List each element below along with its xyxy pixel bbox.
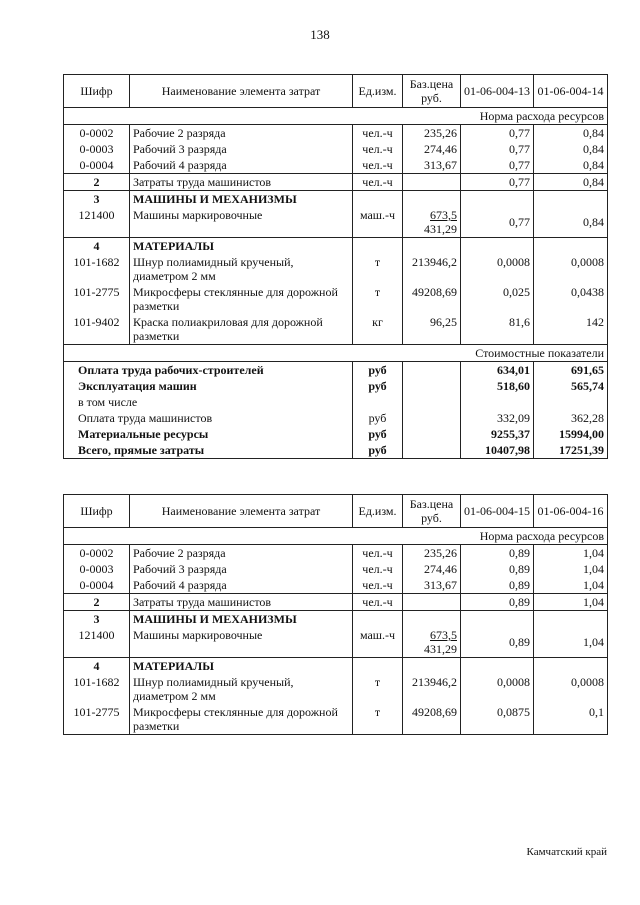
table-row [64,174,608,191]
row-value-1: 0,0008 [461,254,534,284]
row-price [403,594,461,611]
table-header-row [64,75,608,108]
row-price [403,174,461,191]
row-price: 213946,2 [403,674,461,704]
table-row [64,561,608,577]
cost-row [64,410,608,426]
row-value-1: 0,77 [461,141,534,157]
cost-unit: руб [353,362,403,379]
cost-value-2: 691,65 [534,362,608,379]
row-code: 0-0004 [64,157,130,174]
row-price: 274,46 [403,141,461,157]
table-row [64,594,608,611]
row-value-2: 0,0008 [534,254,608,284]
table-row [64,704,608,735]
row-value-1: 0,89 [461,577,534,594]
section-title: МАТЕРИАЛЫ [130,658,353,675]
header-name: Наименование элемента затрат [130,75,353,108]
price-secondary: 431,29 [424,222,457,236]
header-code: Шифр [64,495,130,528]
cost-row [64,362,608,379]
cost-unit: руб [353,410,403,426]
row-value-2: 1,04 [534,577,608,594]
row-name: Рабочий 4 разряда [130,577,353,594]
header-col2: 01-06-004-16 [534,495,608,528]
header-price: Баз.цена руб. [403,75,461,108]
section-title: МАШИНЫ И МЕХАНИЗМЫ [130,611,353,628]
table-row [64,284,608,314]
section-code: 3 [64,611,130,628]
row-name: Рабочий 3 разряда [130,141,353,157]
section-row [64,191,608,208]
cost-value-2: 565,74 [534,378,608,394]
cost-value-1: 10407,98 [461,442,534,459]
table-row [64,674,608,704]
header-unit: Ед.изм. [353,495,403,528]
table-row [64,125,608,142]
row-value-2: 0,0438 [534,284,608,314]
row-code: 0-0003 [64,141,130,157]
header-code: Шифр [64,75,130,108]
row-name: Рабочий 4 разряда [130,157,353,174]
table-row [64,545,608,562]
cost-label: Стоимостные показатели [64,345,608,362]
row-name: Машины маркировочные [130,207,353,238]
row-price: 313,67 [403,157,461,174]
row-price: 274,46 [403,561,461,577]
row-price: 213946,2 [403,254,461,284]
table-row [64,157,608,174]
row-code: 121400 [64,627,130,658]
row-code: 0-0002 [64,125,130,142]
cost-name: Оплата труда машинистов [64,410,353,426]
row-name: Рабочий 3 разряда [130,561,353,577]
footer-region: Камчатский край [526,846,607,858]
row-value-1: 0,89 [461,545,534,562]
row-unit: чел.-ч [353,545,403,562]
price-secondary: 431,29 [424,642,457,656]
row-value-1: 0,0008 [461,674,534,704]
row-code: 121400 [64,207,130,238]
row-value-2: 142 [534,314,608,345]
cost-name: Эксплуатация машин [64,378,353,394]
cost-row [64,426,608,442]
table-row [64,314,608,345]
resource-table-1 [63,74,608,459]
header-col1: 01-06-004-13 [461,75,534,108]
price-primary: 673,5 [430,628,457,642]
cost-unit: руб [353,442,403,459]
cost-name: Материальные ресурсы [64,426,353,442]
row-value-2: 0,0008 [534,674,608,704]
row-value-2: 1,04 [534,561,608,577]
row-value-1: 0,77 [461,207,534,238]
row-unit: чел.-ч [353,594,403,611]
row-value-2: 0,84 [534,207,608,238]
row-value-2: 0,1 [534,704,608,735]
cost-value-1: 9255,37 [461,426,534,442]
norm-label-row [64,528,608,545]
row-value-1: 0,89 [461,627,534,658]
row-value-2: 1,04 [534,545,608,562]
table-row [64,207,608,238]
section-code: 4 [64,238,130,255]
section-code: 4 [64,658,130,675]
row-code: 101-2775 [64,704,130,735]
cost-value-2: 17251,39 [534,442,608,459]
row-value-2: 0,84 [534,174,608,191]
row-value-1: 0,0875 [461,704,534,735]
row-code: 0-0002 [64,545,130,562]
cost-row [64,378,608,394]
header-unit: Ед.изм. [353,75,403,108]
table-row [64,141,608,157]
row-price [403,207,461,238]
cost-value-2: 15994,00 [534,426,608,442]
cost-value-2: 362,28 [534,410,608,426]
row-name: Микросферы стеклянные для дорожной разметки [130,704,353,735]
row-price: 235,26 [403,545,461,562]
section-title: МАТЕРИАЛЫ [130,238,353,255]
section-row [64,611,608,628]
row-price: 49208,69 [403,284,461,314]
row-price: 235,26 [403,125,461,142]
row-value-1: 0,89 [461,561,534,577]
row-unit: чел.-ч [353,157,403,174]
row-unit: т [353,674,403,704]
norm-label-row [64,108,608,125]
row-code: 2 [64,594,130,611]
row-price: 96,25 [403,314,461,345]
row-unit: т [353,254,403,284]
row-value-1: 0,77 [461,157,534,174]
row-unit: т [353,704,403,735]
section-row [64,238,608,255]
row-name: Шнур полиамидный крученый, диаметром 2 мм [130,674,353,704]
row-code: 101-1682 [64,674,130,704]
row-name: Рабочие 2 разряда [130,545,353,562]
cost-unit: руб [353,378,403,394]
row-price [403,627,461,658]
row-unit: чел.-ч [353,561,403,577]
row-code: 101-2775 [64,284,130,314]
norm-label: Норма расхода ресурсов [64,108,608,125]
table-row [64,254,608,284]
cost-unit [353,394,403,410]
cost-name: Оплата труда рабочих-строителей [64,362,353,379]
resource-table-2 [63,494,608,735]
row-unit: чел.-ч [353,174,403,191]
row-unit: чел.-ч [353,577,403,594]
cost-value-1: 332,09 [461,410,534,426]
header-name: Наименование элемента затрат [130,495,353,528]
price-primary: 673,5 [430,208,457,222]
row-unit: чел.-ч [353,141,403,157]
row-code: 101-1682 [64,254,130,284]
cost-value-2 [534,394,608,410]
cost-value-1: 518,60 [461,378,534,394]
row-name: Машины маркировочные [130,627,353,658]
row-code: 0-0004 [64,577,130,594]
row-value-2: 1,04 [534,594,608,611]
cost-label-row [64,345,608,362]
row-value-2: 0,84 [534,157,608,174]
section-row [64,658,608,675]
cost-value-1 [461,394,534,410]
table-header-row [64,495,608,528]
table-row [64,577,608,594]
row-name: Шнур полиамидный крученый, диаметром 2 мм [130,254,353,284]
row-value-1: 81,6 [461,314,534,345]
row-value-2: 0,84 [534,141,608,157]
row-unit: маш.-ч [353,627,403,658]
row-unit: кг [353,314,403,345]
header-col2: 01-06-004-14 [534,75,608,108]
section-title: МАШИНЫ И МЕХАНИЗМЫ [130,191,353,208]
row-value-2: 1,04 [534,627,608,658]
page-number: 138 [310,27,330,42]
norm-label: Норма расхода ресурсов [64,528,608,545]
row-unit: т [353,284,403,314]
row-code: 101-9402 [64,314,130,345]
row-name: Рабочие 2 разряда [130,125,353,142]
table-row [64,627,608,658]
row-name: Краска полиакриловая для дорожной разметки [130,314,353,345]
row-name: Затраты труда машинистов [130,174,353,191]
cost-value-1: 634,01 [461,362,534,379]
row-code: 0-0003 [64,561,130,577]
header-col1: 01-06-004-15 [461,495,534,528]
cost-name: Всего, прямые затраты [64,442,353,459]
row-price: 313,67 [403,577,461,594]
cost-row [64,394,608,410]
row-price: 49208,69 [403,704,461,735]
cost-unit: руб [353,426,403,442]
section-code: 3 [64,191,130,208]
row-value-1: 0,77 [461,174,534,191]
row-value-1: 0,89 [461,594,534,611]
row-code: 2 [64,174,130,191]
row-name: Затраты труда машинистов [130,594,353,611]
header-price: Баз.цена руб. [403,495,461,528]
row-value-2: 0,84 [534,125,608,142]
row-unit: маш.-ч [353,207,403,238]
cost-row [64,442,608,459]
row-name: Микросферы стеклянные для дорожной разметки [130,284,353,314]
cost-name: в том числе [64,394,353,410]
row-unit: чел.-ч [353,125,403,142]
row-value-1: 0,025 [461,284,534,314]
row-value-1: 0,77 [461,125,534,142]
